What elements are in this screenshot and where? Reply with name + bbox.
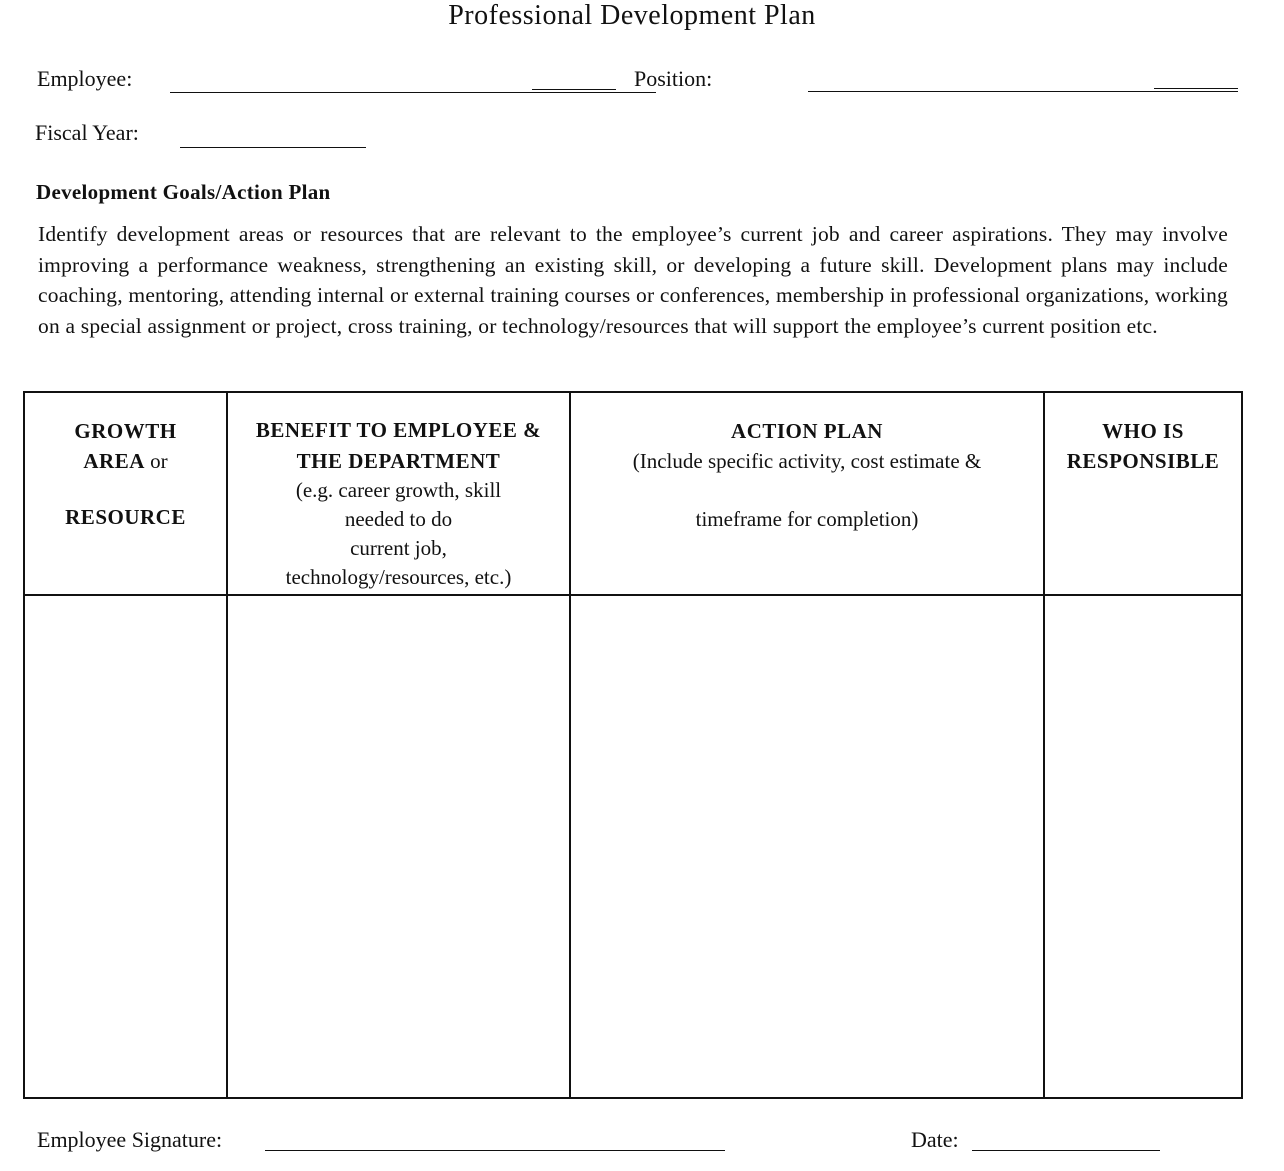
section-heading: Development Goals/Action Plan: [36, 180, 331, 204]
header-text: needed to do: [344, 507, 453, 531]
header-benefit: [228, 416, 569, 592]
instructions-paragraph: Identify development areas or resources that are relevant to the employee’s current job and career aspirations. They may involve improving a performance weakness, strengthening an existing skill, or developing a future skill. Development plans may include coaching, mentoring, attending internal or external training courses or conferences, membership in professional organizations, working on a special assignment or project, cross training, or technology/resources that will support the employee’s current position etc.: [38, 222, 1228, 338]
position-label: Position:: [634, 66, 713, 91]
header-text: BENEFIT TO EMPLOYEE &: [255, 418, 542, 442]
signature-field[interactable]: [265, 1150, 725, 1151]
header-action-plan: [571, 416, 1043, 534]
header-text: ACTION PLAN: [731, 419, 883, 443]
position-field-extra-line: [1154, 88, 1238, 89]
header-text: RESOURCE: [65, 505, 186, 529]
header-text: WHO IS: [1102, 419, 1184, 443]
cell-action-plan[interactable]: [571, 596, 1043, 1097]
header-text: (Include specific activity, cost estimate &: [632, 449, 982, 473]
signature-label: Employee Signature:: [37, 1127, 223, 1152]
cell-growth-area[interactable]: [25, 596, 226, 1097]
header-text: RESPONSIBLE: [1066, 449, 1220, 473]
fiscal-year-label: Fiscal Year:: [35, 120, 139, 145]
employee-label: Employee:: [37, 66, 133, 91]
header-text: technology/resources, etc.): [285, 565, 512, 589]
header-text: timeframe for completion): [695, 507, 919, 531]
employee-field-extra-line: [532, 89, 616, 90]
cell-benefit[interactable]: [228, 596, 569, 1097]
date-label: Date:: [911, 1127, 959, 1152]
position-field[interactable]: [808, 91, 1238, 92]
page-title: Professional Development Plan: [448, 0, 816, 31]
header-growth-area: [25, 416, 226, 532]
header-text: or: [144, 449, 168, 473]
date-field[interactable]: [972, 1150, 1160, 1151]
header-text: current job,: [350, 536, 447, 560]
fiscal-year-field[interactable]: [180, 147, 366, 148]
header-text: GROWTH: [74, 419, 177, 443]
header-text: THE DEPARTMENT: [296, 449, 501, 473]
employee-field[interactable]: [170, 92, 656, 93]
header-text: (e.g. career growth, skill: [295, 478, 502, 502]
header-text: AREA: [83, 449, 145, 473]
cell-who-responsible[interactable]: [1045, 596, 1241, 1097]
header-who-responsible: [1045, 416, 1241, 476]
